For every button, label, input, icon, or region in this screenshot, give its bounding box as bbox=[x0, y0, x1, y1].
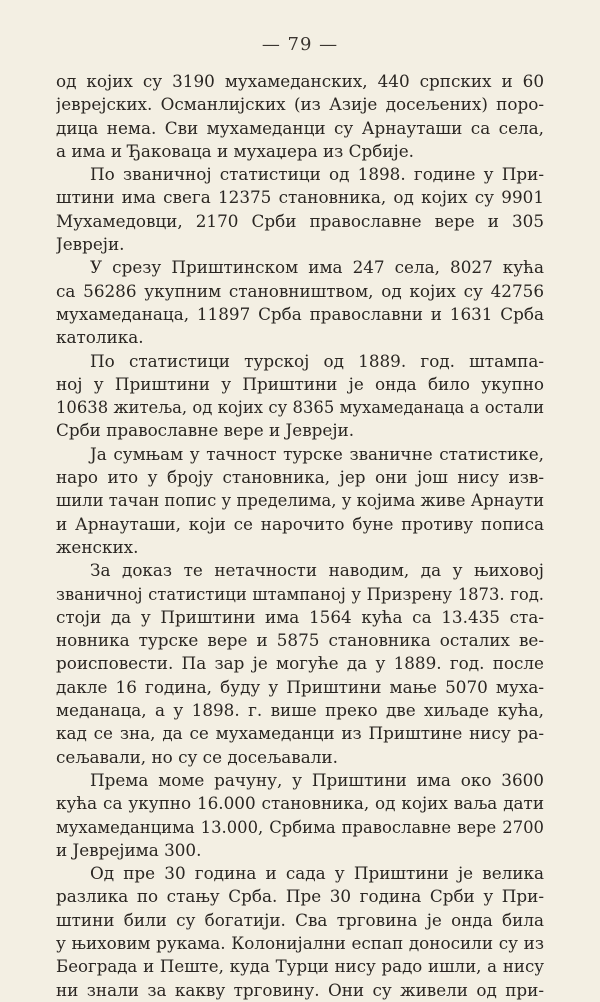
text-line: разлика по стању Срба. Пре 30 година Срби у При- bbox=[56, 886, 544, 907]
text-line: ни знали за какву трговину. Они су живели од при- bbox=[56, 979, 544, 1000]
text-line: и Арнауташи, који се нарочито буне противу пописа bbox=[56, 513, 544, 534]
paragraph-start-line: По статистици турској од 1889. год. штампа- bbox=[90, 350, 544, 371]
text-line: јеврејских. Османлијских (из Азије досељених) поро- bbox=[56, 94, 544, 115]
text-line: мухамеданаца, 11897 Срба православни и 1631 Срба bbox=[56, 303, 544, 324]
paragraph-start-line: Према моме рачуну, у Приштини има око 3600 bbox=[90, 769, 544, 790]
text-line: званичној статистици штампаној у Призрену 1873. год. bbox=[56, 584, 544, 604]
text-line: Мухамедовци, 2170 Срби православне вере и 305 bbox=[56, 210, 544, 231]
text-line: штини има свега 12375 становника, од којих су 9901 bbox=[56, 187, 544, 208]
paragraph-start-line: Ја сумњам у тачност турске званичне статистике, bbox=[90, 443, 544, 464]
text-line: наро ито у броју становника, јер они још нису изв- bbox=[56, 467, 544, 488]
text-line: женских. bbox=[56, 536, 139, 557]
text-line: ној у Приштини у Приштини је онда било укупно bbox=[56, 373, 544, 394]
text-line: сељавали, но су се досељавали. bbox=[56, 746, 338, 767]
text-line: и Јеврејима 300. bbox=[56, 839, 202, 860]
text-line: меданаца, а у 1898. г. више преко две хиљаде кућа, bbox=[56, 700, 544, 721]
text-line: мухамеданцима 13.000, Србима православне вере 2700 bbox=[56, 817, 544, 837]
paragraph-start-line: За доказ те нетачности наводим, да у њиховој bbox=[90, 560, 544, 581]
text-line: дакле 16 година, буду у Приштини мање 5070 муха- bbox=[56, 676, 544, 697]
text-line: Београда и Пеште, куда Турци нису радо ишли, а нису bbox=[56, 957, 544, 977]
page-number: — 79 — bbox=[261, 34, 339, 55]
text-line: Јевреји. bbox=[56, 234, 125, 255]
text-line: са 56286 укупним становништвом, од којих су 42756 bbox=[56, 280, 544, 301]
text-line: дица нема. Сви мухамеданци су Арнауташи са села, bbox=[56, 117, 544, 138]
text-line: стоји да у Приштини има 1564 кућа са 13.435 ста- bbox=[56, 606, 544, 627]
text-line: 10638 житеља, од којих су 8365 мухамеданаца а остали bbox=[56, 398, 544, 418]
body-text bbox=[56, 70, 544, 1002]
text-line: штини били су богатији. Сва трговина је онда била bbox=[56, 909, 544, 930]
text-line: Срби православне вере и Јевреји. bbox=[56, 420, 355, 441]
paragraph-start-line: По званичној статистици од 1898. године у При- bbox=[90, 164, 544, 185]
text-line: а има и Ђаковаца и мухаџера из Србије. bbox=[56, 140, 414, 161]
text-line: католика. bbox=[56, 327, 144, 348]
text-line: кад се зна, да се мухамеданци из Приштине нису ра- bbox=[56, 723, 544, 744]
text-line: роисповести. Па зар је могуће да у 1889. год. после bbox=[56, 653, 544, 674]
paragraph-start-line: У срезу Приштинском има 247 села, 8027 кућа bbox=[90, 257, 544, 278]
text-line: шили тачан попис у пределима, у којима живе Арнаути bbox=[56, 491, 544, 511]
text-line: новника турске вере и 5875 становника осталих ве- bbox=[56, 630, 544, 651]
text-line: у њиховим рукама. Колонијални еспап доносили су из bbox=[56, 932, 544, 953]
text-line: кућа са укупно 16.000 становника, од којих ваља дати bbox=[56, 793, 544, 814]
text-line: од којих су 3190 мухамеданских, 440 српских и 60 bbox=[56, 71, 544, 91]
paragraph-start-line: Од пре 30 година и сада у Приштини је велика bbox=[90, 863, 544, 884]
